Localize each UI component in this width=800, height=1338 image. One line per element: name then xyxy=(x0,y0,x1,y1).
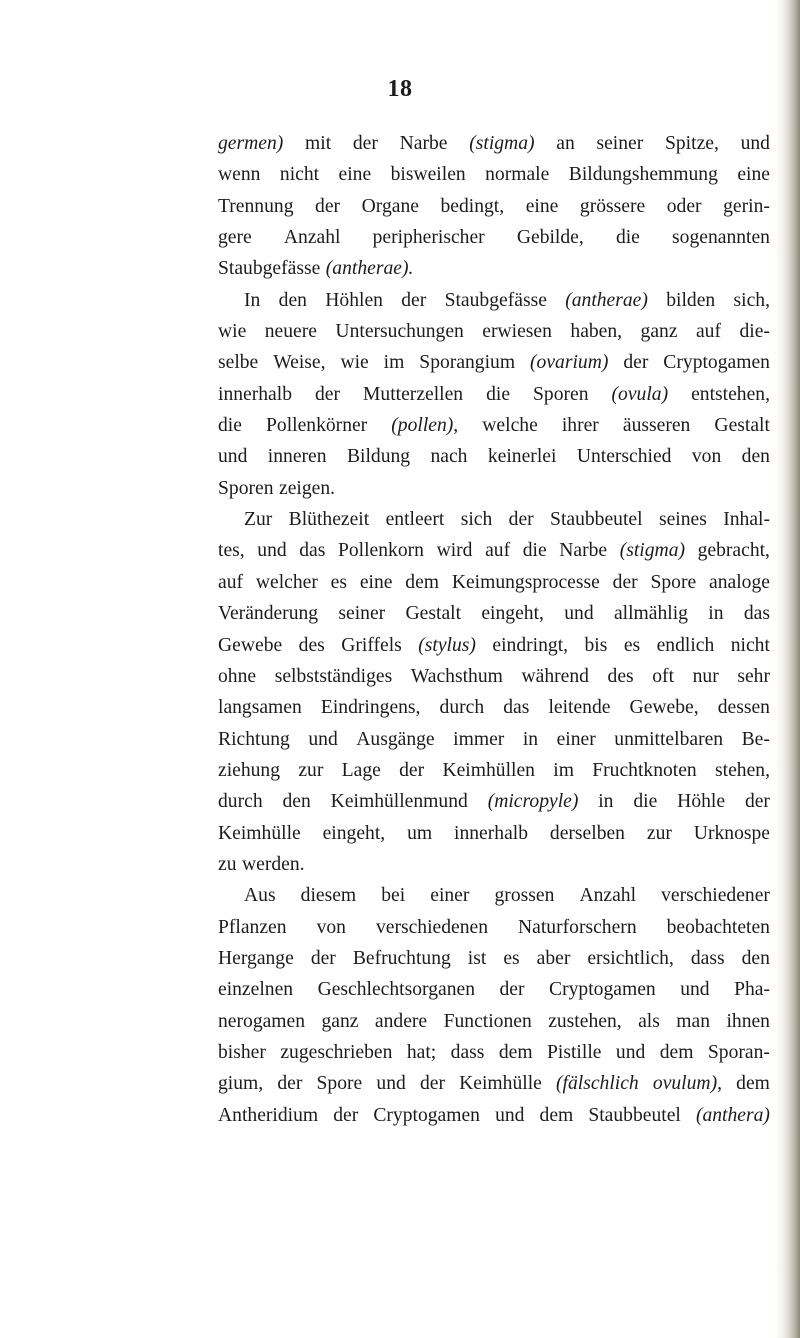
word: dem xyxy=(405,571,439,593)
word: und xyxy=(218,446,248,468)
word: beobachteten xyxy=(666,916,770,938)
text-line xyxy=(218,504,770,535)
word: der xyxy=(277,1073,303,1095)
word: Zur xyxy=(244,509,273,531)
word: Naturforschern xyxy=(518,916,637,938)
word: keinerlei xyxy=(487,446,557,468)
word: verschiedenen xyxy=(375,916,489,938)
text-line xyxy=(218,943,770,974)
word: Eindringens, xyxy=(320,697,421,719)
word: einer xyxy=(430,885,470,907)
word: durch xyxy=(218,791,263,813)
word: ist xyxy=(467,947,487,969)
word: Weise, xyxy=(273,352,326,374)
word: stehen, xyxy=(715,759,770,781)
word: zur xyxy=(646,822,672,844)
word: eindringt, xyxy=(492,634,569,656)
word: das xyxy=(503,697,530,719)
text-line xyxy=(218,1037,770,1068)
word: zugeschrieben xyxy=(280,1041,393,1063)
word: der xyxy=(401,289,427,311)
word: wird xyxy=(436,540,473,562)
word: ziehung xyxy=(218,759,281,781)
word: ovulum), xyxy=(652,1073,722,1095)
word: Fruchtknoten xyxy=(592,759,697,781)
word: Befruchtung xyxy=(352,947,451,969)
word: dem xyxy=(659,1041,694,1063)
word: Pollenkorn xyxy=(337,540,424,562)
word: verschiedener xyxy=(661,885,770,907)
word: Untersuchungen xyxy=(335,321,464,343)
text-line xyxy=(218,849,770,880)
word: es xyxy=(503,947,520,969)
word: Urknospe xyxy=(693,822,770,844)
word: nur xyxy=(692,665,719,687)
word: Hergange xyxy=(218,947,294,969)
word: die xyxy=(522,540,547,562)
word: Pollenkörner xyxy=(266,415,368,437)
text-line xyxy=(218,567,770,598)
word: sogenannten xyxy=(672,227,770,249)
word: eingeht, xyxy=(481,603,544,625)
word: inneren xyxy=(267,446,327,468)
word: bisweilen xyxy=(390,164,466,186)
word: selbstständiges xyxy=(274,665,393,687)
text-line xyxy=(218,285,770,316)
text-line xyxy=(218,441,770,472)
word: sich, xyxy=(733,289,770,311)
word: der xyxy=(352,133,378,154)
word: welche xyxy=(482,415,538,437)
word: an xyxy=(556,133,575,154)
word: der xyxy=(744,791,770,813)
word: Staubgefässe xyxy=(218,258,321,280)
word: während xyxy=(521,665,589,687)
word: Staubbeutel xyxy=(588,1104,681,1126)
word: Cryptogamen xyxy=(373,1104,480,1126)
word: die xyxy=(615,227,640,249)
word: man xyxy=(676,1010,711,1032)
text-line xyxy=(218,159,770,190)
word: Spitze, xyxy=(664,133,719,154)
word: Trennung xyxy=(218,195,294,217)
word: es xyxy=(330,571,347,593)
word: Staubbeutel xyxy=(550,509,643,531)
page-binding-edge xyxy=(774,0,800,1338)
body-text xyxy=(218,128,770,1131)
word: innerhalb xyxy=(454,822,529,844)
word: unmittelbaren xyxy=(614,728,724,750)
word: bis xyxy=(584,634,608,656)
word: (fälschlich xyxy=(556,1073,639,1095)
word: der xyxy=(419,1073,445,1095)
word: zeigen. xyxy=(279,477,336,499)
word: um xyxy=(407,822,433,844)
word: den xyxy=(282,791,311,813)
word: gere xyxy=(218,227,252,249)
text-line xyxy=(218,535,770,566)
word: sich xyxy=(460,509,493,531)
word: bedingt, xyxy=(440,195,505,217)
word: grossen xyxy=(494,885,555,907)
word: dass xyxy=(450,1041,485,1063)
word: In xyxy=(244,289,261,311)
text-line xyxy=(218,316,770,347)
word: germen) xyxy=(218,133,284,154)
word: wie xyxy=(218,321,247,343)
word: Anzahl xyxy=(579,885,637,907)
word: von xyxy=(691,446,722,468)
page-number: 18 xyxy=(387,76,413,102)
word: gerin- xyxy=(723,195,770,217)
word: Keimungsprocesse xyxy=(451,571,600,593)
word: hat; xyxy=(406,1041,437,1063)
word: dem xyxy=(539,1104,574,1126)
word: im xyxy=(383,352,405,374)
word: grössere xyxy=(579,195,646,217)
text-line xyxy=(218,222,770,253)
text-line xyxy=(218,630,770,661)
word: der xyxy=(508,509,534,531)
word: auf xyxy=(218,571,244,593)
word: seines xyxy=(658,509,707,531)
word: seiner xyxy=(596,133,644,154)
word: der xyxy=(333,1104,359,1126)
word: Inhal- xyxy=(723,509,770,531)
word: die xyxy=(486,383,511,405)
word: in xyxy=(598,791,614,813)
word: immer xyxy=(453,728,505,750)
word: zustehen, xyxy=(548,1010,622,1032)
word: eingeht, xyxy=(322,822,386,844)
word: bisher xyxy=(218,1041,266,1063)
word: ihrer xyxy=(561,415,599,437)
text-line xyxy=(218,253,770,284)
word: Gebilde, xyxy=(516,227,584,249)
text-line xyxy=(218,724,770,755)
word: die xyxy=(218,415,242,437)
word: bilden xyxy=(666,289,716,311)
word: Wachsthum xyxy=(410,665,503,687)
word: welcher xyxy=(255,571,318,593)
word: einer xyxy=(556,728,596,750)
word: langsamen xyxy=(218,697,302,719)
word: des xyxy=(607,665,634,687)
word: nicht xyxy=(730,634,770,656)
word: Aus xyxy=(244,885,276,907)
text-line xyxy=(218,347,770,378)
word: Keimhülle xyxy=(459,1073,542,1095)
word: Gestalt xyxy=(714,415,770,437)
word: das xyxy=(299,540,326,562)
word: eine xyxy=(338,164,372,186)
word: Antheridium xyxy=(218,1104,319,1126)
word: (ovarium) xyxy=(530,352,609,374)
word: oder xyxy=(666,195,702,217)
text-line xyxy=(218,880,770,911)
word: im xyxy=(553,759,574,781)
word: Keimhüllen xyxy=(442,759,535,781)
word: gebracht, xyxy=(697,540,770,562)
word: ganz xyxy=(321,1010,359,1032)
word: Veränderung xyxy=(218,603,319,625)
word: auf xyxy=(485,540,511,562)
text-line xyxy=(218,473,770,504)
word: normale xyxy=(485,164,550,186)
word: Bildungshemmung xyxy=(568,164,718,186)
word: die- xyxy=(739,321,770,343)
word: Anzahl xyxy=(283,227,341,249)
word: dem xyxy=(498,1041,533,1063)
word: Be- xyxy=(741,728,770,750)
word: ganz xyxy=(640,321,678,343)
word: Narbe xyxy=(559,540,608,562)
word: der xyxy=(612,571,638,593)
word: und xyxy=(615,1041,646,1063)
word: peripherischer xyxy=(372,227,485,249)
word: Spore xyxy=(650,571,697,593)
word: erwiesen xyxy=(482,321,552,343)
word: selbe xyxy=(218,352,259,374)
word: gium, xyxy=(218,1073,264,1095)
word: (ovula) xyxy=(611,383,669,405)
text-line xyxy=(218,128,770,159)
word: Mutterzellen xyxy=(363,383,464,405)
word: Organe xyxy=(361,195,419,217)
text-line xyxy=(218,786,770,817)
word: oft xyxy=(652,665,675,687)
word: Pistille xyxy=(547,1041,602,1063)
word: der xyxy=(310,947,336,969)
word: andere xyxy=(374,1010,428,1032)
word: (micropyle) xyxy=(487,791,579,813)
word: sehr xyxy=(737,665,770,687)
word: Sporan- xyxy=(707,1041,770,1063)
word: Sporen xyxy=(218,477,274,499)
word: derselben xyxy=(549,822,625,844)
word: seiner xyxy=(338,603,386,625)
word: und xyxy=(376,1073,406,1095)
word: aber xyxy=(536,947,571,969)
word: der xyxy=(314,383,341,405)
word: den xyxy=(741,947,770,969)
word: dass xyxy=(690,947,725,969)
word: nicht xyxy=(279,164,320,186)
word: neuere xyxy=(264,321,317,343)
word: und xyxy=(740,133,770,154)
word: (antherae). xyxy=(325,258,414,280)
text-line xyxy=(218,974,770,1005)
word: die xyxy=(633,791,658,813)
text-line xyxy=(218,410,770,441)
word: Unterschied xyxy=(576,446,672,468)
word: den xyxy=(278,289,307,311)
word: (anthera) xyxy=(695,1104,770,1126)
word: Functionen xyxy=(443,1010,532,1032)
word: ohne xyxy=(218,665,257,687)
word: bei xyxy=(381,885,406,907)
word: eine xyxy=(737,164,770,186)
word: nach xyxy=(430,446,468,468)
text-line xyxy=(218,1100,770,1131)
word: nerogamen xyxy=(218,1010,306,1032)
word: endlich xyxy=(656,634,715,656)
word: ihnen xyxy=(726,1010,770,1032)
word: (stigma) xyxy=(469,133,535,154)
word: Lage xyxy=(341,759,381,781)
word: zu xyxy=(218,853,237,875)
word: Gewebe, xyxy=(629,697,699,719)
word: Spore xyxy=(316,1073,363,1095)
word: der xyxy=(623,352,649,374)
word: äusseren xyxy=(622,415,691,437)
word: Keimhülle xyxy=(218,822,301,844)
word: eine xyxy=(359,571,393,593)
text-line xyxy=(218,912,770,943)
word: der xyxy=(499,979,525,1001)
word: entstehen, xyxy=(691,383,770,405)
word: ersichtlich, xyxy=(587,947,674,969)
word: Gewebe xyxy=(218,634,283,656)
word: Cryptogamen xyxy=(549,979,656,1001)
word: Keimhüllenmund xyxy=(330,791,468,813)
word: dessen xyxy=(717,697,770,719)
word: diesem xyxy=(300,885,357,907)
word: eine xyxy=(525,195,559,217)
word: leitende xyxy=(548,697,611,719)
word: das xyxy=(743,603,770,625)
text-line xyxy=(218,598,770,629)
word: Sporen xyxy=(533,383,589,405)
word: zur xyxy=(298,759,324,781)
word: Bildung xyxy=(346,446,411,468)
word: es xyxy=(623,634,641,656)
word: einzelnen xyxy=(218,979,294,1001)
word: dem xyxy=(736,1073,770,1095)
word: von xyxy=(316,916,346,938)
word: Richtung xyxy=(218,728,290,750)
text-line xyxy=(218,379,770,410)
word: Sporangium xyxy=(419,352,516,374)
word: Höhlen xyxy=(325,289,383,311)
word: entleert xyxy=(385,509,445,531)
word: mit xyxy=(305,133,332,154)
word: Pha- xyxy=(734,979,770,1001)
word: allmählig xyxy=(613,603,688,625)
word: Staubgefässe xyxy=(444,289,547,311)
word: in xyxy=(708,603,724,625)
text-line xyxy=(218,1068,770,1099)
word: analoge xyxy=(709,571,770,593)
word: durch xyxy=(439,697,485,719)
word: Gestalt xyxy=(405,603,462,625)
word: Geschlechtsorganen xyxy=(317,979,475,1001)
text-line xyxy=(218,661,770,692)
word: und xyxy=(680,979,710,1001)
word: (pollen), xyxy=(391,415,459,437)
word: werden. xyxy=(241,853,305,875)
word: (stylus) xyxy=(418,634,476,656)
word: und xyxy=(308,728,338,750)
word: und xyxy=(257,540,287,562)
word: (stigma) xyxy=(619,540,686,562)
word: wie xyxy=(340,352,369,374)
word: und xyxy=(495,1104,525,1126)
word: wenn xyxy=(218,164,261,186)
text-line xyxy=(218,692,770,723)
word: Cryptogamen xyxy=(663,352,770,374)
word: innerhalb xyxy=(218,383,292,405)
word: der xyxy=(315,195,341,217)
word: Griffels xyxy=(341,634,402,656)
text-line xyxy=(218,818,770,849)
word: Ausgänge xyxy=(356,728,435,750)
word: tes, xyxy=(218,540,245,562)
word: den xyxy=(741,446,770,468)
word: Höhle xyxy=(677,791,726,813)
text-line xyxy=(218,755,770,786)
word: (antherae) xyxy=(565,289,648,311)
word: Pflanzen xyxy=(218,916,287,938)
word: als xyxy=(638,1010,660,1032)
word: Blüthezeit xyxy=(288,509,370,531)
word: in xyxy=(522,728,539,750)
word: und xyxy=(564,603,594,625)
word: haben, xyxy=(570,321,623,343)
word: des xyxy=(298,634,325,656)
word: auf xyxy=(695,321,722,343)
word: der xyxy=(399,759,425,781)
word: Narbe xyxy=(399,133,448,154)
text-line xyxy=(218,1006,770,1037)
text-line xyxy=(218,191,770,222)
